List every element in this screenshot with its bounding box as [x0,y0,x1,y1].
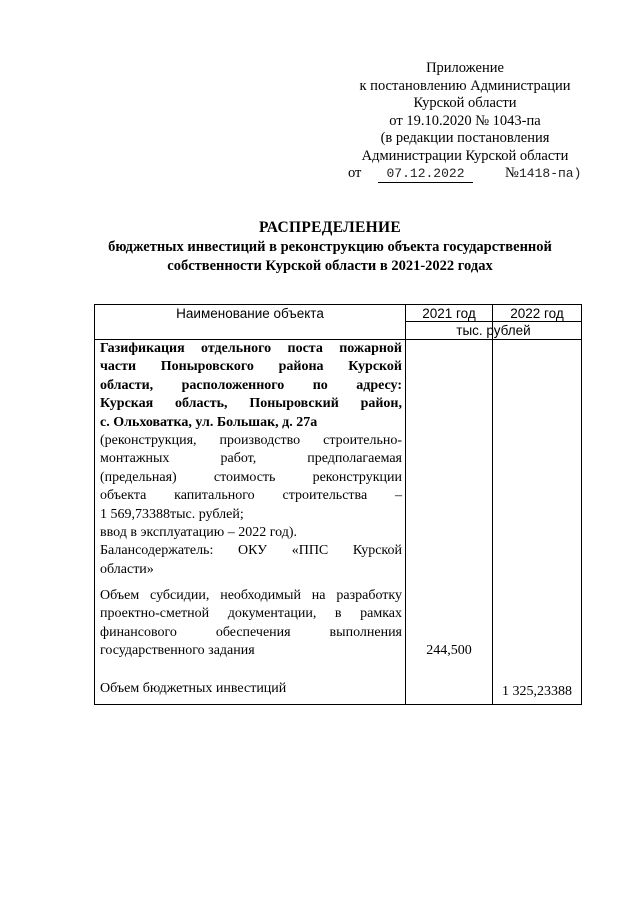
document-title [60,218,600,276]
subsidy-line: финансового обеспечения выполнения [100,624,402,640]
object-name-line: Курская область, Поныровский район, [100,396,402,412]
column-header-2021: 2021 год [422,306,476,321]
column-divider [492,305,493,704]
investment-2022-value: 1 325,23388 [502,684,572,699]
header-line: Администрации Курской области [361,147,569,164]
appendix-header [330,60,600,183]
object-detail-line: 1 569,73388тыс. рублей; [100,506,244,522]
object-name-line: части Поныровского района Курской [100,359,402,375]
investment-label: Объем бюджетных инвестиций [100,681,287,696]
header-line: Курской области [413,95,517,111]
object-detail-line: области» [100,561,154,577]
object-detail-line: ввод в эксплуатацию – 2022 год). [100,525,297,541]
order-number-label: № [505,165,519,181]
unit-label: тыс. рублей [456,323,531,338]
subsidy-line: государственного задания [100,643,255,659]
object-detail-line: монтажных работ, предполагаемая [100,451,402,467]
investment-table [94,304,582,705]
amendment-order-line [330,165,600,183]
title-line: собственности Курской области в 2021-2022 годах [167,258,493,274]
object-description [100,340,402,579]
order-from-label: от [348,165,362,181]
header-line: к постановлению Администрации [359,77,571,94]
subsidy-description [100,587,402,661]
header-line: (в редакции постановления [380,130,550,146]
object-name-line: Газификация отдельного поста пожарной [100,341,402,356]
column-header-2022: 2022 год [510,306,564,321]
title-line: бюджетных инвестиций в реконструкцию объекта государственной [108,239,552,255]
header-line: от 19.10.2020 № 1043-па [389,112,541,129]
object-detail-line: объекта капитального строительства – [100,488,402,504]
object-detail-line: Балансодержатель: ОКУ «ППС Курской [100,543,402,559]
title-main: РАСПРЕДЕЛЕНИЕ [259,219,401,236]
object-detail-line: (предельная) стоимость реконструкции [100,469,402,485]
object-name-line: области, расположенного по адресу: [100,377,402,393]
order-date: 07.12.2022 [378,165,473,183]
subsidy-2021-value: 244,500 [426,643,472,658]
column-header-name: Наименование объекта [176,306,324,321]
header-line: Приложение [426,60,504,76]
object-detail-line: (реконструкция, производство строительно- [100,433,402,449]
order-number: 1418-па) [519,166,582,181]
subsidy-line: проектно-сметной документации, в рамках [100,606,402,622]
object-name-line: с. Ольховатка, ул. Большак, д. 27а [100,414,318,430]
subsidy-line: Объем субсидии, необходимый на разработку [100,588,402,603]
